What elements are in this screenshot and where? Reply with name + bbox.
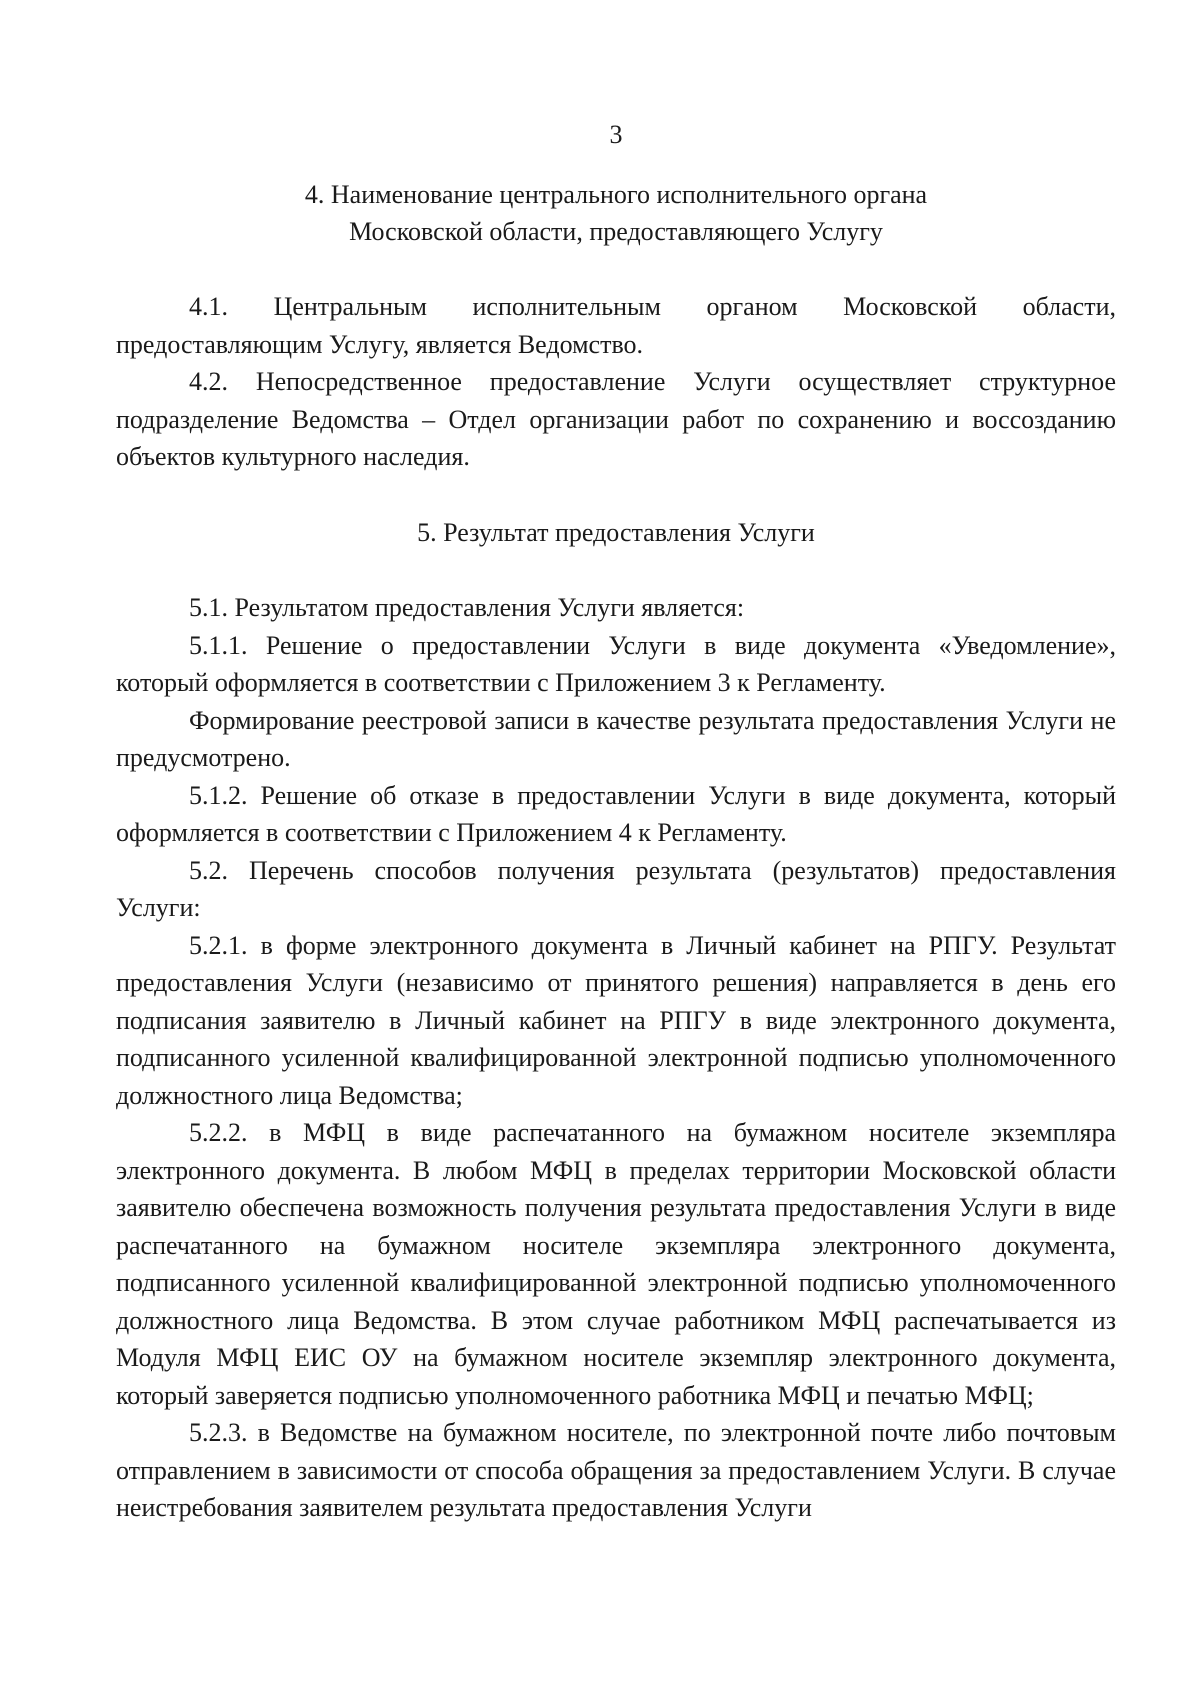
page-number: 3 <box>609 120 623 149</box>
paragraph-5-2: 5.2. Перечень способов получения результата (результатов) предоставления Услуги: <box>116 855 1116 922</box>
paragraph-4-2: 4.2. Непосредственное предоставление Услуги осуществляет структурное подразделение Ведомства – Отдел организации работ по сохранению и воссозданию объектов культурного наследия. <box>116 367 1116 471</box>
paragraph-5-1-1-note: Формирование реестровой записи в качестве результата предоставления Услуги не предусмотрено. <box>116 705 1116 772</box>
section-5-body <box>116 589 1116 1527</box>
section-4-heading-line-2: Московской области, предоставляющего Услугу <box>349 217 883 246</box>
paragraph-5-2-1: 5.2.1. в форме электронного документа в Личный кабинет на РПГУ. Результат предоставления Услуги (независимо от принятого решения) направляется в день его подписания заявителю в Личный кабинет на РПГУ в виде электронного документа, подписанного усиленной квалифицированной электронной подписью уполномоченного должностного лица Ведомства; <box>116 930 1116 1110</box>
paragraph-5-1-1: 5.1.1. Решение о предоставлении Услуги в виде документа «Уведомление», который оформляется в соответствии с Приложением 3 к Регламенту. <box>116 630 1116 697</box>
paragraph-5-1-2: 5.1.2. Решение об отказе в предоставлении Услуги в виде документа, который оформляется в соответствии с Приложением 4 к Регламенту. <box>116 780 1116 847</box>
section-4-heading-line-1: 4. Наименование центрального исполнительного органа <box>304 180 928 209</box>
paragraph-5-1: 5.1. Результатом предоставления Услуги является: <box>189 593 745 622</box>
section-4-body <box>116 288 1116 476</box>
section-5-heading-line: 5. Результат предоставления Услуги <box>417 518 815 547</box>
paragraph-5-2-3: 5.2.3. в Ведомстве на бумажном носителе, по электронной почте либо почтовым отправлением в зависимости от способа обращения за предоставлением Услуги. В случае неистребования заявителем результата предоставления Услуги <box>116 1418 1116 1522</box>
paragraph-4-1: 4.1. Центральным исполнительным органом Московской области, предоставляющим Услугу, является Ведомство. <box>116 292 1116 359</box>
section-4-heading <box>116 176 1116 250</box>
paragraph-5-2-2: 5.2.2. в МФЦ в виде распечатанного на бумажном носителе экземпляра электронного документа. В любом МФЦ в пределах территории Московской области заявителю обеспечена возможность получения результата предоставления Услуги в виде распечатанного на бумажном носителе экземпляра электронного документа, подписанного усиленной квалифицированной электронной подписью уполномоченного должностного лица Ведомства. В этом случае работником МФЦ распечатывается из Модуля МФЦ ЕИС ОУ на бумажном носителе экземпляр электронного документа, который заверяется подписью уполномоченного работника МФЦ и печатью МФЦ; <box>116 1118 1116 1410</box>
section-5-heading <box>116 514 1116 551</box>
